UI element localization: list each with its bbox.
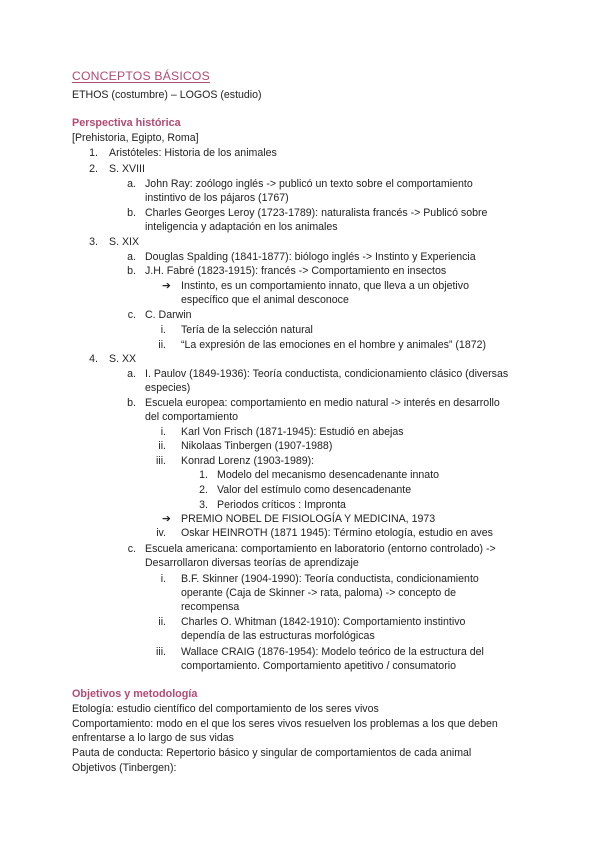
list-marker: 3. [89,236,98,248]
perspectiva-intro: [Prehistoria, Egipto, Roma] [72,132,199,144]
section-heading-objetivos: Objetivos y metodología [72,688,198,700]
list-item-line: Douglas Spalding (1841-1877): biólogo inglés -> Instinto y Experiencia [145,251,476,263]
list-marker: c. [127,309,136,321]
list-marker: ii. [158,339,166,351]
list-marker: 4. [89,353,98,365]
list-item-line: Escuela europea: comportamiento en medio natural -> interés en desarrollo [145,397,500,409]
list-marker: i. [160,426,166,438]
list-marker: b. [127,207,136,219]
list-marker: ii. [158,440,166,452]
list-item: “La expresión de las emociones en el hombre y animales” (1872) [181,339,487,351]
list-marker: ii. [158,616,166,628]
list-item: S. XIX [109,236,140,248]
list-item-line: dependía de las estructuras morfológicas [181,630,375,642]
list-item-line: Escuela americana: comportamiento en laboratorio (entorno controlado) -> [145,543,496,555]
paragraph-line: Pauta de conducta: Repertorio básico y singular de comportamientos de cada animal [72,747,472,759]
list-item-line: especies) [145,382,191,394]
subtitle: ETHOS (costumbre) – LOGOS (estudio) [72,89,262,101]
list-item-line: C. Darwin [145,309,192,321]
list-marker: b. [127,265,136,277]
list-item: Aristóteles: Historia de los animales [109,147,277,159]
list-item-line: Instinto, es un comportamiento innato, que lleva a un objetivo [181,280,469,292]
list-item: Konrad Lorenz (1903-1989): [181,455,315,467]
list-marker: c. [127,543,136,555]
list-marker: 1. [199,469,208,481]
list-marker: 2. [199,484,208,496]
list-marker: i. [160,324,166,336]
list-item-line: instintivo de los pájaros (1767) [145,192,289,204]
arrow-icon: ➔ [162,513,171,525]
list-item-line: del comportamiento [145,411,239,423]
list-marker: iii. [155,455,166,467]
list-item: Valor del estímulo como desencadenante [217,484,412,496]
list-item-line: J.H. Fabré (1823-1915): francés -> Comportamiento en insectos [145,265,447,277]
list-marker: b. [127,397,136,409]
list-item-line: recompensa [181,601,240,613]
list-item: Nikolaas Tinbergen (1907-1988) [181,440,333,452]
list-item-line: Charles Georges Leroy (1723-1789): naturalista francés -> Publicó sobre [145,207,488,219]
list-item-line: inteligencia y adaptación en los animales [145,221,338,233]
list-marker: a. [127,178,136,190]
list-item-line: John Ray: zoólogo inglés -> publicó un texto sobre el comportamiento [145,178,473,190]
list-item-line: operante (Caja de Skinner -> rata, paloma) -> concepto de [181,587,457,599]
list-item: Periodos críticos : Impronta [217,499,346,511]
paragraph-line: Etología: estudio científico del comportamiento de los seres vivos [72,703,379,715]
page-title: CONCEPTOS BÁSICOS [72,69,210,83]
list-marker: a. [127,368,136,380]
paragraph-line: Objetivos (Tinbergen): [72,762,177,774]
list-item: Oskar HEINROTH (1871 1945): Término etología, estudio en aves [181,527,493,539]
list-marker: a. [127,251,136,263]
list-item: Tería de la selección natural [181,324,313,336]
list-item-line: Desarrollaron diversas teorías de aprendizaje [145,557,359,569]
list-item-line: I. Paulov (1849-1936): Teoría conductista, condicionamiento clásico (diversas [145,368,509,380]
list-marker: 1. [89,147,98,159]
arrow-icon: ➔ [162,280,171,292]
list-item: Karl Von Frisch (1871-1945): Estudió en abejas [181,426,404,438]
section-heading-perspectiva: Perspectiva histórica [72,117,181,129]
paragraph-line: Comportamiento: modo en el que los seres vivos resuelven los problemas a los que deben [72,718,498,730]
list-item-line: Charles O. Whitman (1842-1910): Comportamiento instintivo [181,616,466,628]
list-item: PREMIO NOBEL DE FISIOLOGÍA Y MEDICINA, 1973 [181,513,436,525]
list-marker: iii. [155,646,166,658]
list-item-line: específico que el animal desconoce [181,294,349,306]
paragraph-line: enfrentarse a lo largo de sus vidas [72,732,234,744]
list-item-line: comportamiento. Comportamiento apetitivo / consumatorio [181,660,456,672]
list-marker: 3. [199,499,208,511]
list-marker: iv. [156,527,166,539]
list-marker: 2. [89,163,98,175]
list-item: S. XX [109,353,137,365]
list-marker: i. [160,573,166,585]
list-item: Modelo del mecanismo desencadenante innato [217,469,440,481]
list-item: S. XVIII [109,163,145,175]
list-item-line: Wallace CRAIG (1876-1954): Modelo teórico de la estructura del [181,646,484,658]
list-item-line: B.F. Skinner (1904-1990): Teoría conductista, condicionamiento [181,573,479,585]
